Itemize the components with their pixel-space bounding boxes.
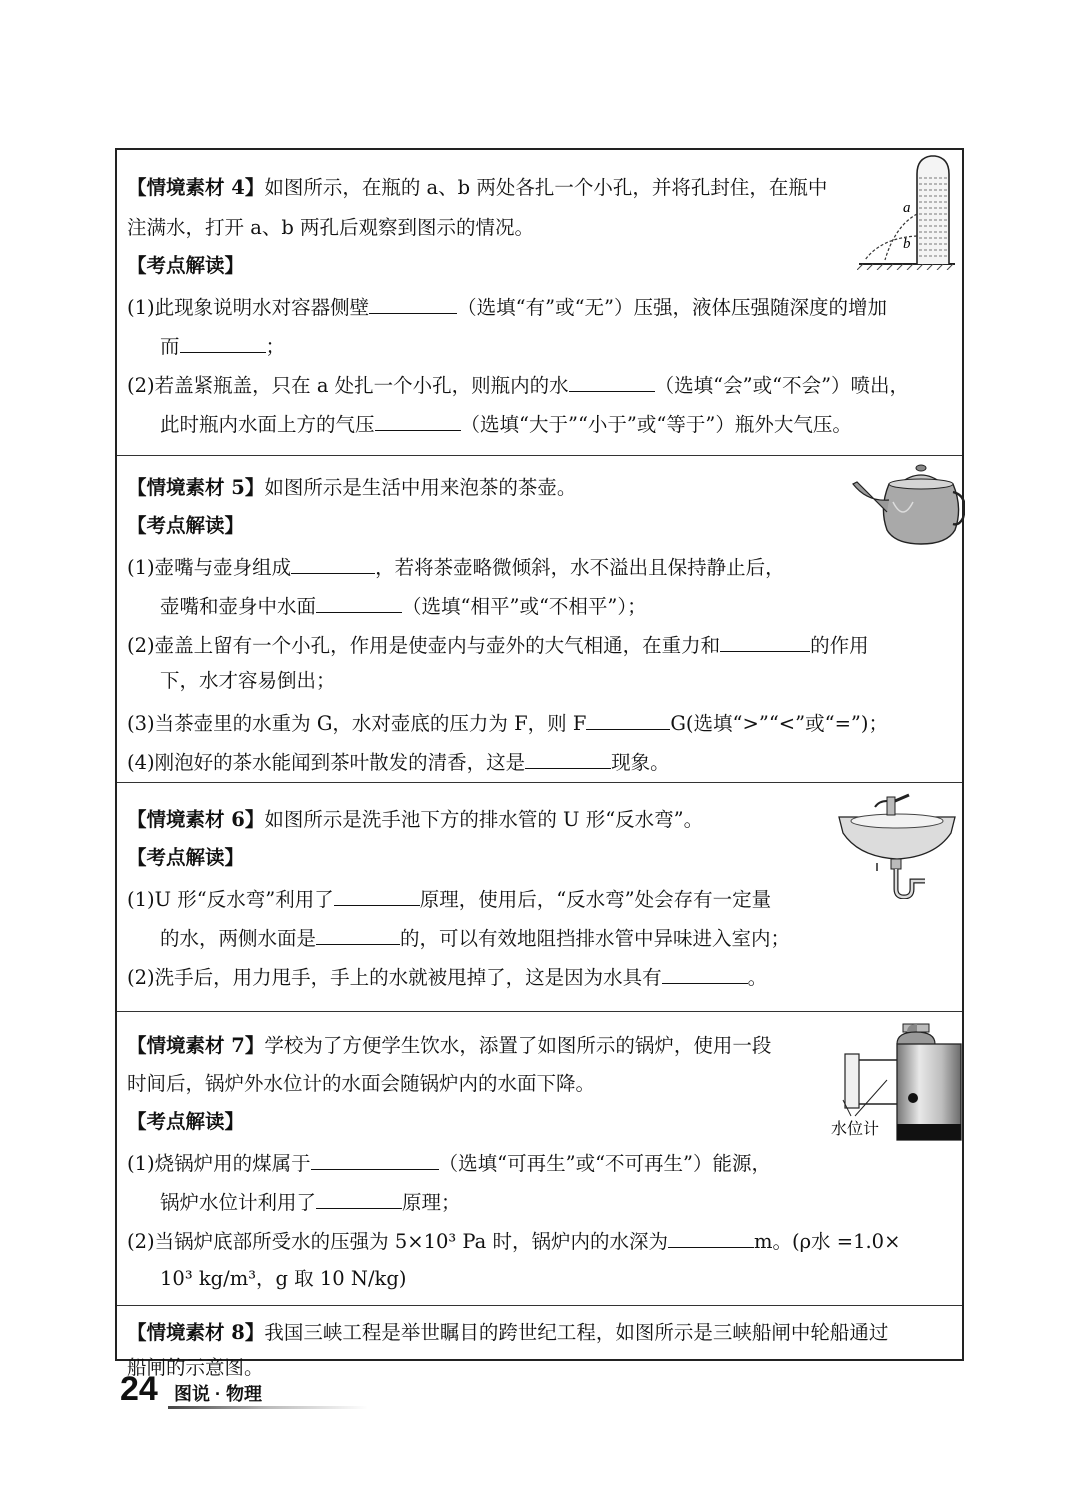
q-text: ，若将茶壶略微倾斜，水不溢出且保持静止后， — [375, 556, 785, 579]
bottle-illustration — [857, 152, 957, 270]
material-5-q4-line — [127, 749, 670, 773]
answer-blank[interactable] — [316, 925, 400, 945]
answer-blank[interactable] — [586, 710, 670, 730]
water-gauge-label: 水位计 — [831, 1119, 880, 1138]
material-4-q1-line — [127, 294, 887, 318]
material-4-intro-line-1 — [127, 178, 827, 198]
material-7-section — [117, 1012, 962, 1306]
material-4-q2-cont — [160, 411, 852, 435]
q-text: (1)壶嘴与壶身组成 — [127, 556, 292, 579]
answer-blank[interactable] — [291, 554, 375, 574]
page-number: 24 — [120, 1370, 158, 1408]
sink-illustration — [835, 789, 959, 899]
q-text: 锅炉水位计利用了 — [160, 1191, 317, 1214]
answer-blank[interactable] — [311, 1150, 439, 1170]
answer-blank[interactable] — [720, 632, 810, 652]
material-4-intro-text-1: 如图所示，在瓶的 a、b 两处各扎一个小孔，并将孔封住，在瓶中 — [264, 176, 828, 199]
material-8-intro-line-1 — [127, 1323, 888, 1343]
material-5-q2-line — [127, 632, 869, 656]
material-6-intro-line-1 — [127, 810, 703, 830]
material-8-intro-text-1: 我国三峡工程是举世瞩目的跨世纪工程，如图所示是三峡船闸中轮船通过 — [264, 1321, 889, 1344]
material-4-q1-cont — [160, 333, 285, 357]
material-7-intro-text-1: 学校为了方便学生饮水，添置了如图所示的锅炉，使用一段 — [264, 1034, 772, 1057]
content-frame — [115, 148, 964, 1379]
q-text: （选填“相平”或“不相平”）； — [402, 595, 647, 618]
q-text: （选填“有”或“无”）压强，液体压强随深度的增加 — [457, 296, 888, 319]
footer-decoration — [168, 1406, 368, 1409]
boiler-illustration — [829, 1020, 963, 1148]
material-8-tag: 【情境素材 8】 — [127, 1321, 265, 1344]
q-text: 此时瓶内水面上方的气压 — [160, 413, 375, 436]
answer-blank[interactable] — [180, 333, 266, 353]
material-5-q3-line — [127, 710, 888, 734]
q-text: 壶嘴和壶身中水面 — [160, 595, 317, 618]
q-text: G(选填“>”“<”或“=”)； — [670, 712, 888, 735]
answer-blank[interactable] — [334, 886, 420, 906]
material-7-q1-cont — [160, 1189, 461, 1213]
material-5-tag: 【情境素材 5】 — [127, 476, 265, 499]
material-4-intro-line-2: 注满水，打开 a、b 两孔后观察到图示的情况。 — [127, 216, 535, 239]
answer-blank[interactable] — [375, 411, 461, 431]
answer-blank[interactable] — [668, 1228, 754, 1248]
answer-blank[interactable] — [316, 593, 402, 613]
q-text: (1)烧锅炉用的煤属于 — [127, 1152, 311, 1175]
q-text: 而 — [160, 335, 180, 358]
material-5-q2-cont: 下，水才容易倒出； — [160, 669, 336, 692]
material-5-intro-line-1 — [127, 478, 576, 498]
material-5-q1-cont — [160, 593, 647, 617]
material-5-q1-line — [127, 554, 785, 578]
material-6-q1-line — [127, 886, 771, 910]
material-6-q2-line — [127, 964, 767, 988]
label-a: a — [903, 200, 911, 216]
material-7-intro-line-1 — [127, 1036, 771, 1056]
material-5-kd-label: 【考点解读】 — [127, 514, 245, 537]
q-text: ； — [265, 335, 286, 358]
material-8-intro-line-2: 船闸的示意图。 — [127, 1356, 264, 1379]
material-8-section — [117, 1306, 962, 1379]
q-text: (2)当锅炉底部所受水的压强为 5×10³ Pa 时，锅炉内的水深为 — [127, 1230, 668, 1253]
label-b: b — [903, 236, 911, 252]
material-4-kd-label: 【考点解读】 — [127, 254, 245, 277]
material-4-tag: 【情境素材 4】 — [127, 176, 265, 199]
q-text: 现象。 — [611, 751, 670, 774]
answer-blank[interactable] — [369, 294, 457, 314]
material-7-intro-line-2: 时间后，锅炉外水位计的水面会随锅炉内的水面下降。 — [127, 1072, 596, 1095]
material-7-q1-line — [127, 1150, 771, 1174]
answer-blank[interactable] — [525, 749, 611, 769]
material-7-q2-line — [127, 1228, 900, 1252]
q-text: （选填“可再生”或“不可再生”）能源， — [438, 1152, 772, 1175]
q-text: (3)当茶壶里的水重为 G，水对壶底的压力为 F，则 F — [127, 712, 587, 735]
material-7-tag: 【情境素材 7】 — [127, 1034, 265, 1057]
q-text: m。(ρ水 =1.0× — [753, 1230, 901, 1253]
teapot-illustration — [847, 462, 965, 546]
answer-blank[interactable] — [316, 1189, 402, 1209]
q-text: (2)若盖紧瓶盖，只在 a 处扎一个小孔，则瓶内的水 — [127, 374, 569, 397]
q-text: 。 — [747, 966, 768, 989]
material-5-intro-text: 如图所示是生活中用来泡茶的茶壶。 — [264, 476, 577, 499]
q-text: 的水，两侧水面是 — [160, 927, 317, 950]
q-text: (4)刚泡好的茶水能闻到茶叶散发的清香，这是 — [127, 751, 526, 774]
q-text: 的作用 — [810, 634, 869, 657]
q-text: (2)壶盖上留有一个小孔，作用是使壶内与壶外的大气相通，在重力和 — [127, 634, 721, 657]
material-4-section — [117, 150, 962, 456]
material-6-intro-text: 如图所示是洗手池下方的排水管的 U 形“反水弯”。 — [264, 808, 704, 831]
q-text: （选填“会”或“不会”）喷出， — [654, 374, 910, 397]
q-text: 原理，使用后，“反水弯”处会存有一定量 — [419, 888, 772, 911]
material-7-q2-cont: 10³ kg/m³，g 取 10 N/kg) — [160, 1267, 407, 1290]
q-text: (1)此现象说明水对容器侧壁 — [127, 296, 370, 319]
q-text: （选填“大于”“小于”或“等于”）瓶外大气压。 — [460, 413, 852, 436]
material-7-kd-label: 【考点解读】 — [127, 1110, 245, 1133]
material-6-q1-cont — [160, 925, 790, 949]
answer-blank[interactable] — [569, 372, 655, 392]
material-4-q2-line — [127, 372, 909, 396]
q-text: (2)洗手后，用力甩手，手上的水就被甩掉了，这是因为水具有 — [127, 966, 662, 989]
material-5-section — [117, 456, 962, 783]
material-6-kd-label: 【考点解读】 — [127, 846, 245, 869]
material-6-tag: 【情境素材 6】 — [127, 808, 265, 831]
q-text: (1)U 形“反水弯”利用了 — [127, 888, 334, 911]
material-6-section — [117, 783, 962, 1012]
answer-blank[interactable] — [662, 964, 748, 984]
book-title: 图说 · 物理 — [174, 1384, 262, 1404]
q-text: 的，可以有效地阻挡排水管中异味进入室内； — [400, 927, 791, 950]
q-text: 原理； — [402, 1191, 461, 1214]
